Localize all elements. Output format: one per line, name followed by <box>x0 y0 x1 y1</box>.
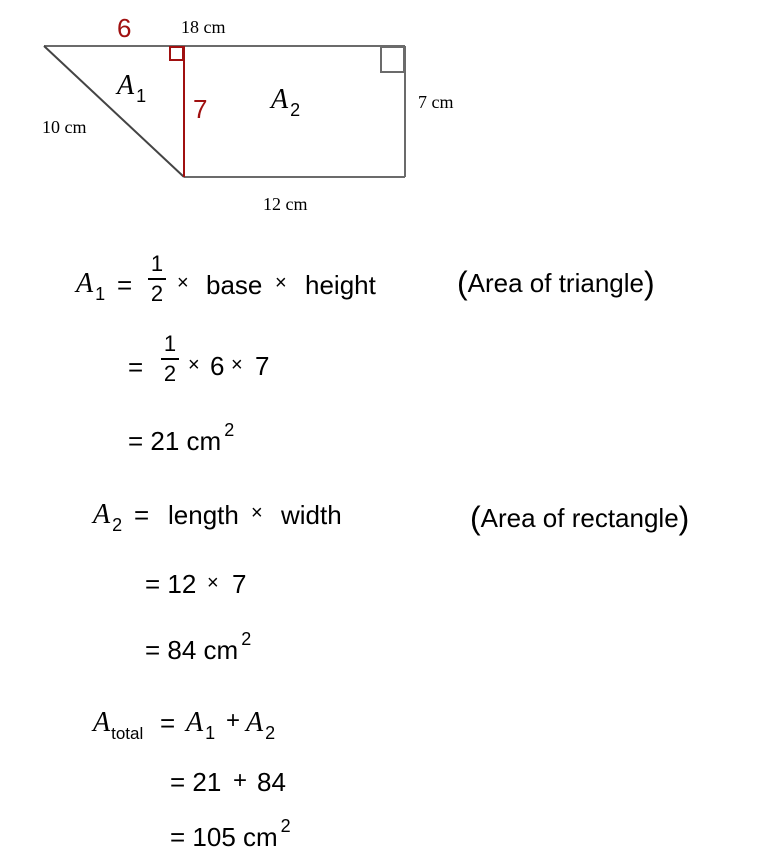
block3-result <box>170 816 291 852</box>
block3-a2-letter: A <box>246 707 264 738</box>
block2-result-text: = 84 cm <box>145 635 239 665</box>
block2-var-letter: A <box>93 499 111 530</box>
block3-a1 <box>186 707 216 743</box>
block1-word-height: height <box>305 270 376 300</box>
block1-result-text: = 21 cm <box>128 426 222 456</box>
region-a2-label <box>271 84 301 120</box>
top-label: 18 cm <box>181 17 226 37</box>
block1-note-text: Area of triangle <box>467 268 644 298</box>
block3-plus: + <box>226 707 241 734</box>
region-a1-label <box>117 70 147 106</box>
block1-note: (Area of triangle) <box>457 265 655 301</box>
block1-line2-times-2: × <box>231 354 243 376</box>
block1-times-1: × <box>177 272 189 294</box>
block1-eq: = <box>117 270 133 300</box>
block3-a2 <box>246 707 276 743</box>
block1-line2-fraction <box>161 333 179 385</box>
block2-word-length: length <box>168 500 239 530</box>
block2-times: × <box>251 502 263 524</box>
block2-result <box>145 629 252 665</box>
block1-line2-times-1: × <box>188 354 200 376</box>
block2-note-text: Area of rectangle <box>480 503 679 533</box>
block3-line2-plus: + <box>233 767 248 794</box>
right-angle-marker-red <box>170 47 183 60</box>
block2-eq: = <box>134 500 150 530</box>
height-label: 7 <box>193 94 208 124</box>
region-a2-sub: 2 <box>290 100 301 120</box>
block1-line2-frac-bar <box>161 358 179 360</box>
block1-line2-frac-num: 1 <box>163 331 177 356</box>
figure-diagram <box>0 0 757 230</box>
block3-a1-letter: A <box>186 707 204 738</box>
right-angle-marker <box>381 47 404 72</box>
block2-line2-a: = 12 <box>145 569 197 599</box>
right-label: 7 cm <box>418 92 454 112</box>
region-a2-letter: A <box>271 84 289 115</box>
block2-word-width: width <box>281 500 342 530</box>
block2-line2-b: 7 <box>232 569 247 599</box>
block3-result-text: = 105 cm <box>170 822 278 852</box>
block2-note: (Area of rectangle) <box>470 500 690 536</box>
block3-a1-sub: 1 <box>205 723 216 743</box>
block1-result <box>128 420 235 456</box>
block1-line2-eq: = <box>128 352 144 382</box>
block3-var-letter: A <box>93 707 111 738</box>
block3-var-sub: total <box>111 724 144 743</box>
block1-frac-num: 1 <box>150 251 164 276</box>
block3-var <box>93 707 144 743</box>
block1-word-base: base <box>206 270 263 300</box>
block2-var-sub: 2 <box>112 515 123 535</box>
block1-frac-bar <box>148 278 166 280</box>
block1-var-sub: 1 <box>95 284 106 304</box>
slanted-edge <box>44 46 184 177</box>
block2-result-sup: 2 <box>241 629 252 649</box>
block2-var <box>93 499 123 535</box>
block3-a2-sub: 2 <box>265 723 276 743</box>
block1-var-letter: A <box>76 268 94 299</box>
block1-line2-seven: 7 <box>255 351 270 381</box>
block3-line2-b: 84 <box>257 767 286 797</box>
block3-eq: = <box>160 708 176 738</box>
block1-fraction <box>148 253 166 305</box>
bottom-label: 12 cm <box>263 194 308 214</box>
block3-line2-a: = 21 <box>170 767 222 797</box>
region-a1-letter: A <box>117 70 135 101</box>
top-left-label: 6 <box>117 13 132 43</box>
region-a1-sub: 1 <box>136 86 147 106</box>
block1-line2-frac-den: 2 <box>163 361 177 386</box>
block1-frac-den: 2 <box>150 281 164 306</box>
block1-line2-six: 6 <box>210 351 225 381</box>
left-label: 10 cm <box>42 117 87 137</box>
block2-line2-times: × <box>207 572 219 594</box>
block3-result-sup: 2 <box>280 816 291 836</box>
block1-var <box>76 268 106 304</box>
block1-times-2: × <box>275 272 287 294</box>
block1-result-sup: 2 <box>224 420 235 440</box>
